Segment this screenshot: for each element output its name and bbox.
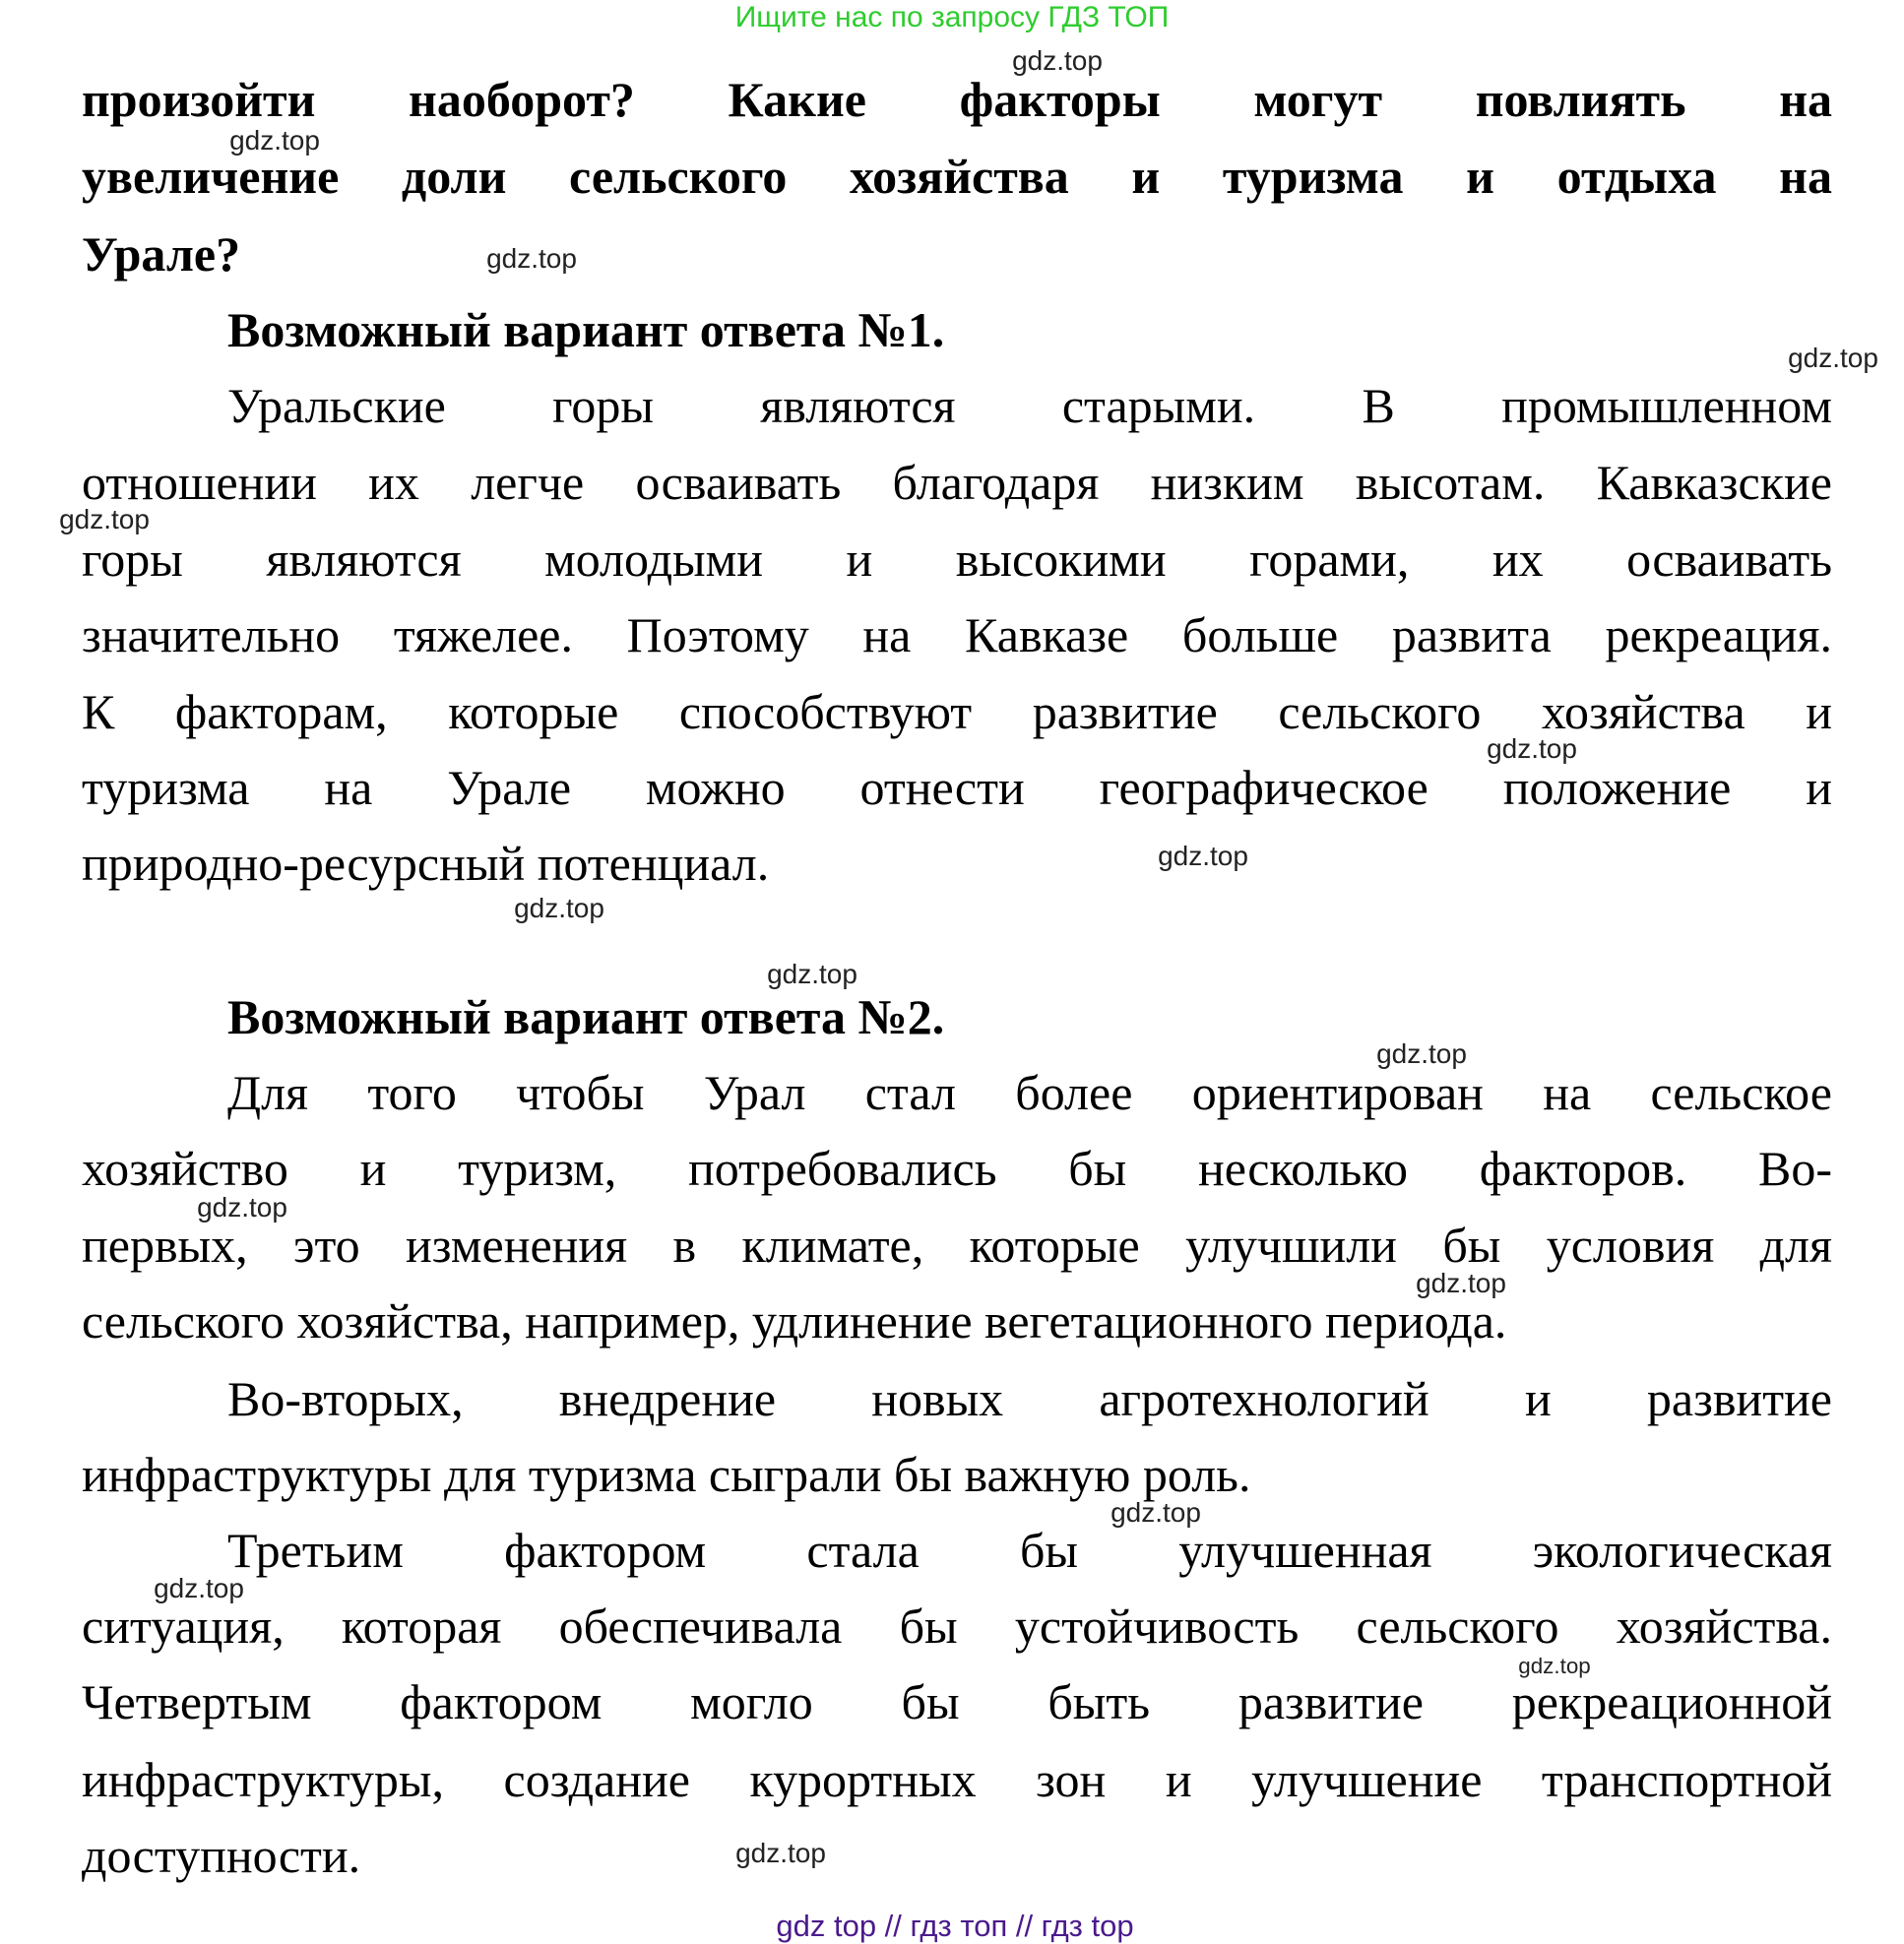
answer-text-line: значительно тяжелее. Поэтому на Кавказе больше развита рекреация. <box>82 607 1832 662</box>
answer-text-line: Во-вторых, внедрение новых агротехнологий и развитие <box>227 1371 1832 1426</box>
watermark: gdz.top <box>59 504 150 534</box>
question-line: Урале? <box>82 226 241 282</box>
answer-text-line: сельского хозяйства, например, удлинение вегетационного периода. <box>82 1293 1507 1348</box>
answer-text-line: ситуация, которая обеспечивала бы устойчивость сельского хозяйства. <box>82 1599 1832 1654</box>
footer-watermark: gdz top // гдз топ // гдз top <box>776 1909 1134 1943</box>
answer-text-line: Третьим фактором стала бы улучшенная экологическая <box>227 1523 1832 1578</box>
answer-text-line: Четвертым фактором могло бы быть развитие рекреационной <box>82 1674 1832 1729</box>
watermark: gdz.top <box>514 893 604 923</box>
answer-text-line: Для того чтобы Урал стал более ориентирован на сельское <box>227 1065 1832 1120</box>
watermark: gdz.top <box>1416 1268 1506 1298</box>
search-hint-banner: Ищите нас по запросу ГДЗ ТОП <box>734 1 1170 33</box>
answer-heading: Возможный вариант ответа №1. <box>227 302 945 357</box>
watermark: gdz.top <box>197 1192 287 1223</box>
answer-text-line: первых, это изменения в климате, которые улучшили бы условия для <box>82 1218 1832 1273</box>
watermark: gdz.top <box>1111 1497 1201 1528</box>
watermark: gdz.top <box>1788 343 1878 373</box>
watermark: gdz.top <box>229 125 320 156</box>
answer-heading: Возможный вариант ответа №2. <box>227 989 945 1044</box>
answer-text-line: Уральские горы являются старыми. В промышленном <box>227 378 1832 433</box>
watermark: gdz.top <box>735 1838 826 1868</box>
answer-text-line: доступности. <box>82 1828 361 1883</box>
answer-text-line: туризма на Урале можно отнести географическое положение и <box>82 760 1832 815</box>
answer-text-line: инфраструктуры для туризма сыграли бы важную роль. <box>82 1447 1251 1502</box>
watermark: gdz.top <box>1518 1654 1591 1678</box>
watermark: gdz.top <box>767 959 857 989</box>
answer-text-line: природно-ресурсный потенциал. <box>82 836 770 891</box>
question-line: произойти наоборот? Какие факторы могут повлиять на <box>82 72 1832 127</box>
watermark: gdz.top <box>1012 45 1103 76</box>
answer-text-line: инфраструктуры, создание курортных зон и улучшение транспортной <box>82 1752 1832 1807</box>
answer-text-line: отношении их легче осваивать благодаря низким высотам. Кавказские <box>82 455 1832 510</box>
answer-text-line: горы являются молодыми и высокими горами, их осваивать <box>82 532 1832 587</box>
answer-text-line: К факторам, которые способствуют развитие сельского хозяйства и <box>82 684 1832 739</box>
watermark: gdz.top <box>486 243 577 274</box>
question-line: увеличение доли сельского хозяйства и туризма и отдыха на <box>82 149 1832 204</box>
watermark: gdz.top <box>1487 733 1577 764</box>
watermark: gdz.top <box>1376 1038 1467 1069</box>
watermark: gdz.top <box>154 1573 244 1603</box>
answer-text-line: хозяйство и туризм, потребовались бы несколько факторов. Во- <box>82 1141 1832 1196</box>
watermark: gdz.top <box>1158 841 1248 871</box>
